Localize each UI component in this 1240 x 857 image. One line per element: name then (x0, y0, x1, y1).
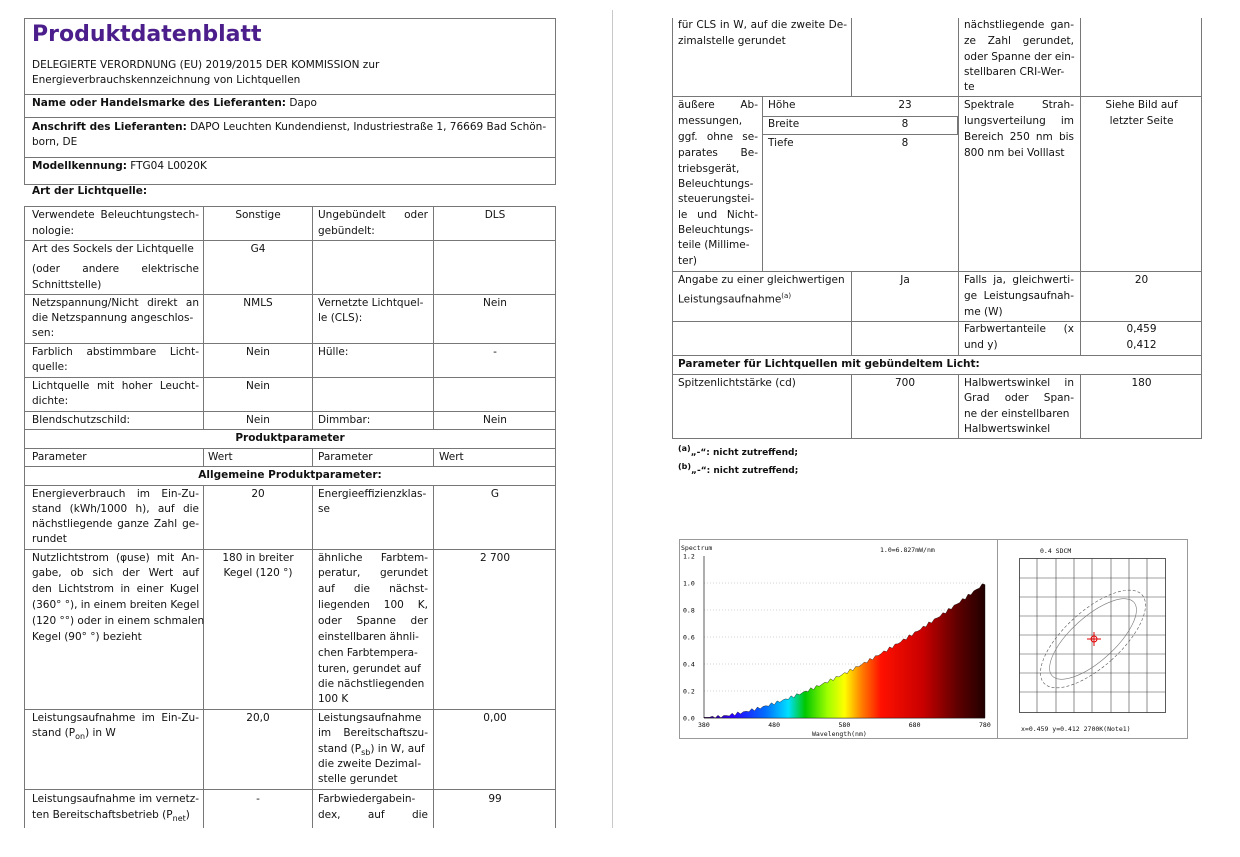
cell-psb-label: Leistungsaufnahme (318, 712, 422, 724)
cell-chromaticity-label: Farbwertanteile (x (964, 323, 1074, 335)
product-params-heading: Produktparameter (235, 432, 345, 444)
model-row: Modellkennung: FTG04 L0020K (32, 160, 207, 172)
cell-efficiency-value: G (490, 488, 500, 500)
cell-technology-value: Sonstige (235, 209, 281, 221)
cell-directional-label: Ungebündelt oder (318, 209, 428, 221)
spectrum-y-tick: 1.0 (683, 579, 695, 588)
height-label: Höhe (768, 99, 796, 111)
spectrum-y-tick: 0.2 (683, 687, 695, 696)
spectrum-chart (679, 539, 999, 739)
cell-dimensions-label: äußere Ab- (678, 99, 758, 111)
cell-pnet-value: - (256, 793, 260, 805)
cell-envelope-value: - (493, 346, 497, 358)
cell-cri-continued: nächstliegende gan- (964, 19, 1074, 31)
cell-cct-label: ähnliche Farbtem- (318, 552, 428, 564)
cell-directional-value: DLS (484, 209, 506, 221)
spectrum-y-tick: 0.6 (683, 633, 695, 642)
height-value: 23 (898, 99, 912, 111)
spectrum-x-ticks (698, 721, 991, 729)
directed-light-heading: Parameter für Lichtquellen mit gebündeltem Licht: (678, 358, 980, 370)
supplier-row: Name oder Handelsmarke des Lieferanten: Dapo (32, 97, 317, 109)
cell-beam-angle-value: 180 (1131, 377, 1152, 389)
col-header-parameter: Parameter (32, 451, 87, 463)
cell-technology-label: Verwendete Beleuchtungstech- (32, 209, 199, 221)
col-header-value: Wert (208, 451, 233, 463)
cell-equivalent-power-label: Falls ja, gleichwerti- (964, 274, 1074, 286)
depth-value: 8 (901, 137, 909, 149)
cell-dimmable-value: Nein (483, 414, 507, 426)
cell-high-luminance-label: Lichtquelle mit hoher Leucht- (32, 380, 199, 392)
spectrum-x-tick: 480 (768, 721, 780, 729)
footnote-a: $^{(a)}$„-“: nicht zutreffend; (678, 444, 799, 458)
cell-tunable-label: Farblich abstimmbare Licht- (32, 346, 199, 358)
cell-cls-label: Vernetzte Lichtquel- (318, 297, 424, 309)
model-value: FTG04 L0020K (130, 160, 207, 172)
cell-flux-value: 180 in breiter (222, 552, 294, 564)
cell-peak-label: Spitzenlichtstärke (cd) (678, 377, 796, 389)
cell-efficiency-label: Energieeffizienzklas- (318, 488, 427, 500)
cell-cri-value: 99 (488, 793, 502, 805)
subtitle-line-2: Energieverbrauchskennzeichnung von Lichtquellen (32, 74, 301, 86)
page-title: Produktdatenblatt (32, 22, 262, 47)
page-divider (612, 10, 613, 828)
spectrum-curve (704, 584, 985, 718)
cell-equivalent-value: Ja (900, 274, 910, 286)
cell-envelope-label: Hülle: (318, 346, 349, 358)
subtitle-line-1: DELEGIERTE VERORDNUNG (EU) 2019/2015 DER KOMMISSION zur (32, 59, 380, 71)
footnote-b: $^{(b)}$„-“: nicht zutreffend; (678, 462, 799, 476)
general-params-heading: Allgemeine Produktparameter: (198, 469, 382, 481)
cell-spectral-value: Siehe Bild auf (1105, 99, 1178, 111)
cell-glare-value: Nein (246, 414, 270, 426)
address-row: Anschrift des Lieferanten: DAPO Leuchten Kundendienst, Industriestraße 1, 76669 Bad Schön- (32, 121, 547, 133)
cell-flux-label: Nutzlichtstrom (φuse) mit An- (32, 552, 199, 564)
cell-cri-label: Farbwiedergabein- (318, 793, 416, 805)
spectrum-y-tick: 0.0 (683, 714, 695, 723)
col-header-value-2: Wert (439, 451, 464, 463)
cell-pnet-continued: für CLS in W, auf die zweite De- (678, 19, 847, 31)
spectrum-x-tick: 580 (838, 721, 851, 729)
spectrum-y-ticks (683, 553, 695, 723)
address-value-2: born, DE (32, 136, 78, 148)
cell-mains-value: NMLS (243, 297, 273, 309)
cell-chromaticity-y: 0,412 (1126, 339, 1157, 351)
spectrum-x-tick: 780 (979, 721, 991, 729)
spectrum-xlabel: Wavelength(nm) (812, 730, 867, 738)
cell-equivalent-label: Angabe zu einer gleichwertigen (678, 274, 845, 286)
cell-energy-label: Energieverbrauch im Ein-Zu- (32, 488, 199, 500)
supplier-value: Dapo (289, 97, 317, 109)
cell-cct-value: 2 700 (479, 552, 511, 564)
cell-cap-label: Art des Sockels der Lichtquelle (32, 243, 194, 255)
cell-energy-value: 20 (251, 488, 265, 500)
spectrum-y-tick: 0.4 (683, 660, 695, 669)
cell-pnet-label: Leistungsaufnahme im vernetz- (32, 793, 199, 805)
address-value: DAPO Leuchten Kundendienst, Industriestraße 1, 76669 Bad Schön- (190, 121, 547, 133)
cell-cap-value: G4 (250, 243, 266, 255)
cell-psb-value: 0,00 (483, 712, 507, 724)
cell-beam-angle-label: Halbwertswinkel in (964, 377, 1074, 389)
sdcm-chart (1019, 558, 1167, 714)
cell-peak-value: 700 (894, 377, 916, 389)
depth-label: Tiefe (768, 137, 794, 149)
cell-pon-value: 20,0 (246, 712, 270, 724)
cell-equivalent-power-value: 20 (1134, 274, 1149, 286)
cell-chromaticity-x: 0,459 (1126, 323, 1157, 335)
sdcm-title: 0.4 SDCM (1040, 547, 1072, 555)
cell-mains-label: Netzspannung/Nicht direkt an (32, 297, 199, 309)
cell-spectral-label: Spektrale Strah- (964, 99, 1074, 111)
spectrum-scale: 1.0=6.827mW/nm (880, 546, 935, 554)
spectrum-title: Spectrum (681, 544, 713, 552)
cell-dimmable-label: Dimmbar: (318, 414, 371, 426)
width-label: Breite (768, 118, 800, 130)
spectrum-y-tick: 0.8 (683, 606, 695, 615)
sdcm-caption: x=0.459 y=0.412 2700K(Note1) (1021, 725, 1131, 733)
spectrum-y-tick: 1.2 (683, 552, 695, 561)
cell-cls-value: Nein (483, 297, 507, 309)
cell-pon-label: Leistungsaufnahme im Ein-Zu- (32, 712, 199, 724)
cell-high-luminance-value: Nein (246, 380, 270, 392)
col-header-parameter-2: Parameter (318, 451, 373, 463)
cell-tunable-value: Nein (246, 346, 270, 358)
spectrum-x-tick: 680 (908, 721, 921, 729)
cell-glare-label: Blendschutzschild: (32, 414, 131, 426)
light-type-heading: Art der Lichtquelle: (32, 185, 148, 197)
spectrum-x-tick: 380 (698, 721, 710, 729)
width-value: 8 (901, 118, 909, 130)
